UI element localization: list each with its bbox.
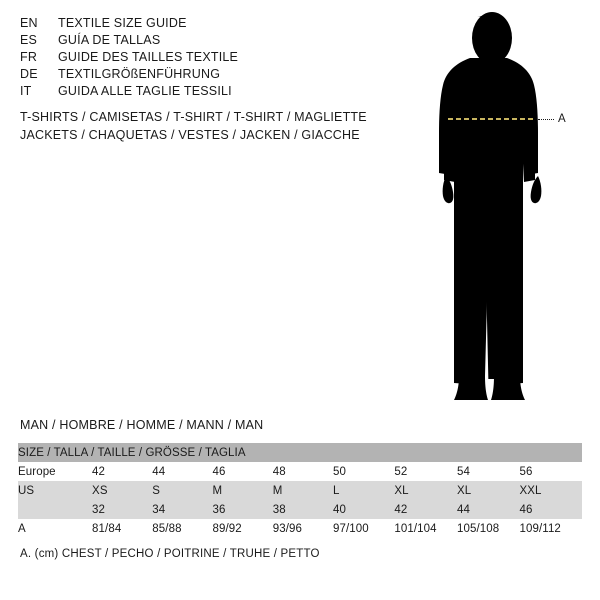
cell: XL [394,481,457,500]
language-code: ES [20,33,38,47]
measure-label-a: A [558,113,566,125]
cell: 85/88 [152,519,212,538]
body-figure [410,8,600,408]
table-header-label: SIZE / TALLA / TAILLE / GRÖSSE / TAGLIA [18,443,582,462]
row-label: US [18,481,92,500]
language-row [20,50,360,67]
cell: 109/112 [520,519,582,538]
table-row [18,500,582,519]
language-row [20,67,360,84]
language-code: DE [20,67,38,81]
language-row [20,16,360,33]
table-header-row [18,443,582,462]
cell: 34 [152,500,212,519]
language-text: GUÍA DE TALLAS [58,33,161,47]
table-row [18,481,582,500]
cell: 42 [92,462,152,481]
size-table [18,443,582,538]
category-jackets: JACKETS / CHAQUETAS / VESTES / JACKEN / GIACCHE [20,128,360,142]
cell: 48 [273,462,333,481]
cell: XXL [520,481,582,500]
language-code: IT [20,84,32,98]
row-label [18,500,92,519]
cell: M [273,481,333,500]
cell: 93/96 [273,519,333,538]
male-silhouette-icon [410,8,600,408]
language-text: GUIDA ALLE TAGLIE TESSILI [58,84,232,98]
cell: 46 [213,462,273,481]
language-text: TEXTILGRÖßENFÜHRUNG [58,67,221,81]
cell: 32 [92,500,152,519]
cell: 52 [394,462,457,481]
cell: 44 [152,462,212,481]
language-code: EN [20,16,38,30]
language-row [20,33,360,50]
cell: 89/92 [213,519,273,538]
language-code: FR [20,50,38,64]
row-label: A [18,519,92,538]
cell: 42 [394,500,457,519]
cell: 81/84 [92,519,152,538]
language-text: GUIDE DES TAILLES TEXTILE [58,50,239,64]
table-title: MAN / HOMBRE / HOMME / MANN / MAN [20,418,264,432]
cell: 40 [333,500,394,519]
row-label: Europe [18,462,92,481]
cell: 101/104 [394,519,457,538]
cell: L [333,481,394,500]
cell: S [152,481,212,500]
language-text: TEXTILE SIZE GUIDE [58,16,187,30]
cell: 38 [273,500,333,519]
measure-leader-line [538,119,554,121]
cell: 54 [457,462,520,481]
cell: 36 [213,500,273,519]
cell: XL [457,481,520,500]
language-row [20,84,360,101]
table-row [18,462,582,481]
cell: M [213,481,273,500]
category-tshirts: T-SHIRTS / CAMISETAS / T-SHIRT / T-SHIRT / MAGLIETTE [20,110,367,124]
cell: 50 [333,462,394,481]
cell: 105/108 [457,519,520,538]
category-list [20,110,420,146]
cell: 56 [520,462,582,481]
footnote: A. (cm) CHEST / PECHO / POITRINE / TRUHE / PETTO [20,548,320,560]
cell: XS [92,481,152,500]
cell: 44 [457,500,520,519]
cell: 97/100 [333,519,394,538]
cell: 46 [520,500,582,519]
language-list [20,16,360,101]
table-row [18,519,582,538]
